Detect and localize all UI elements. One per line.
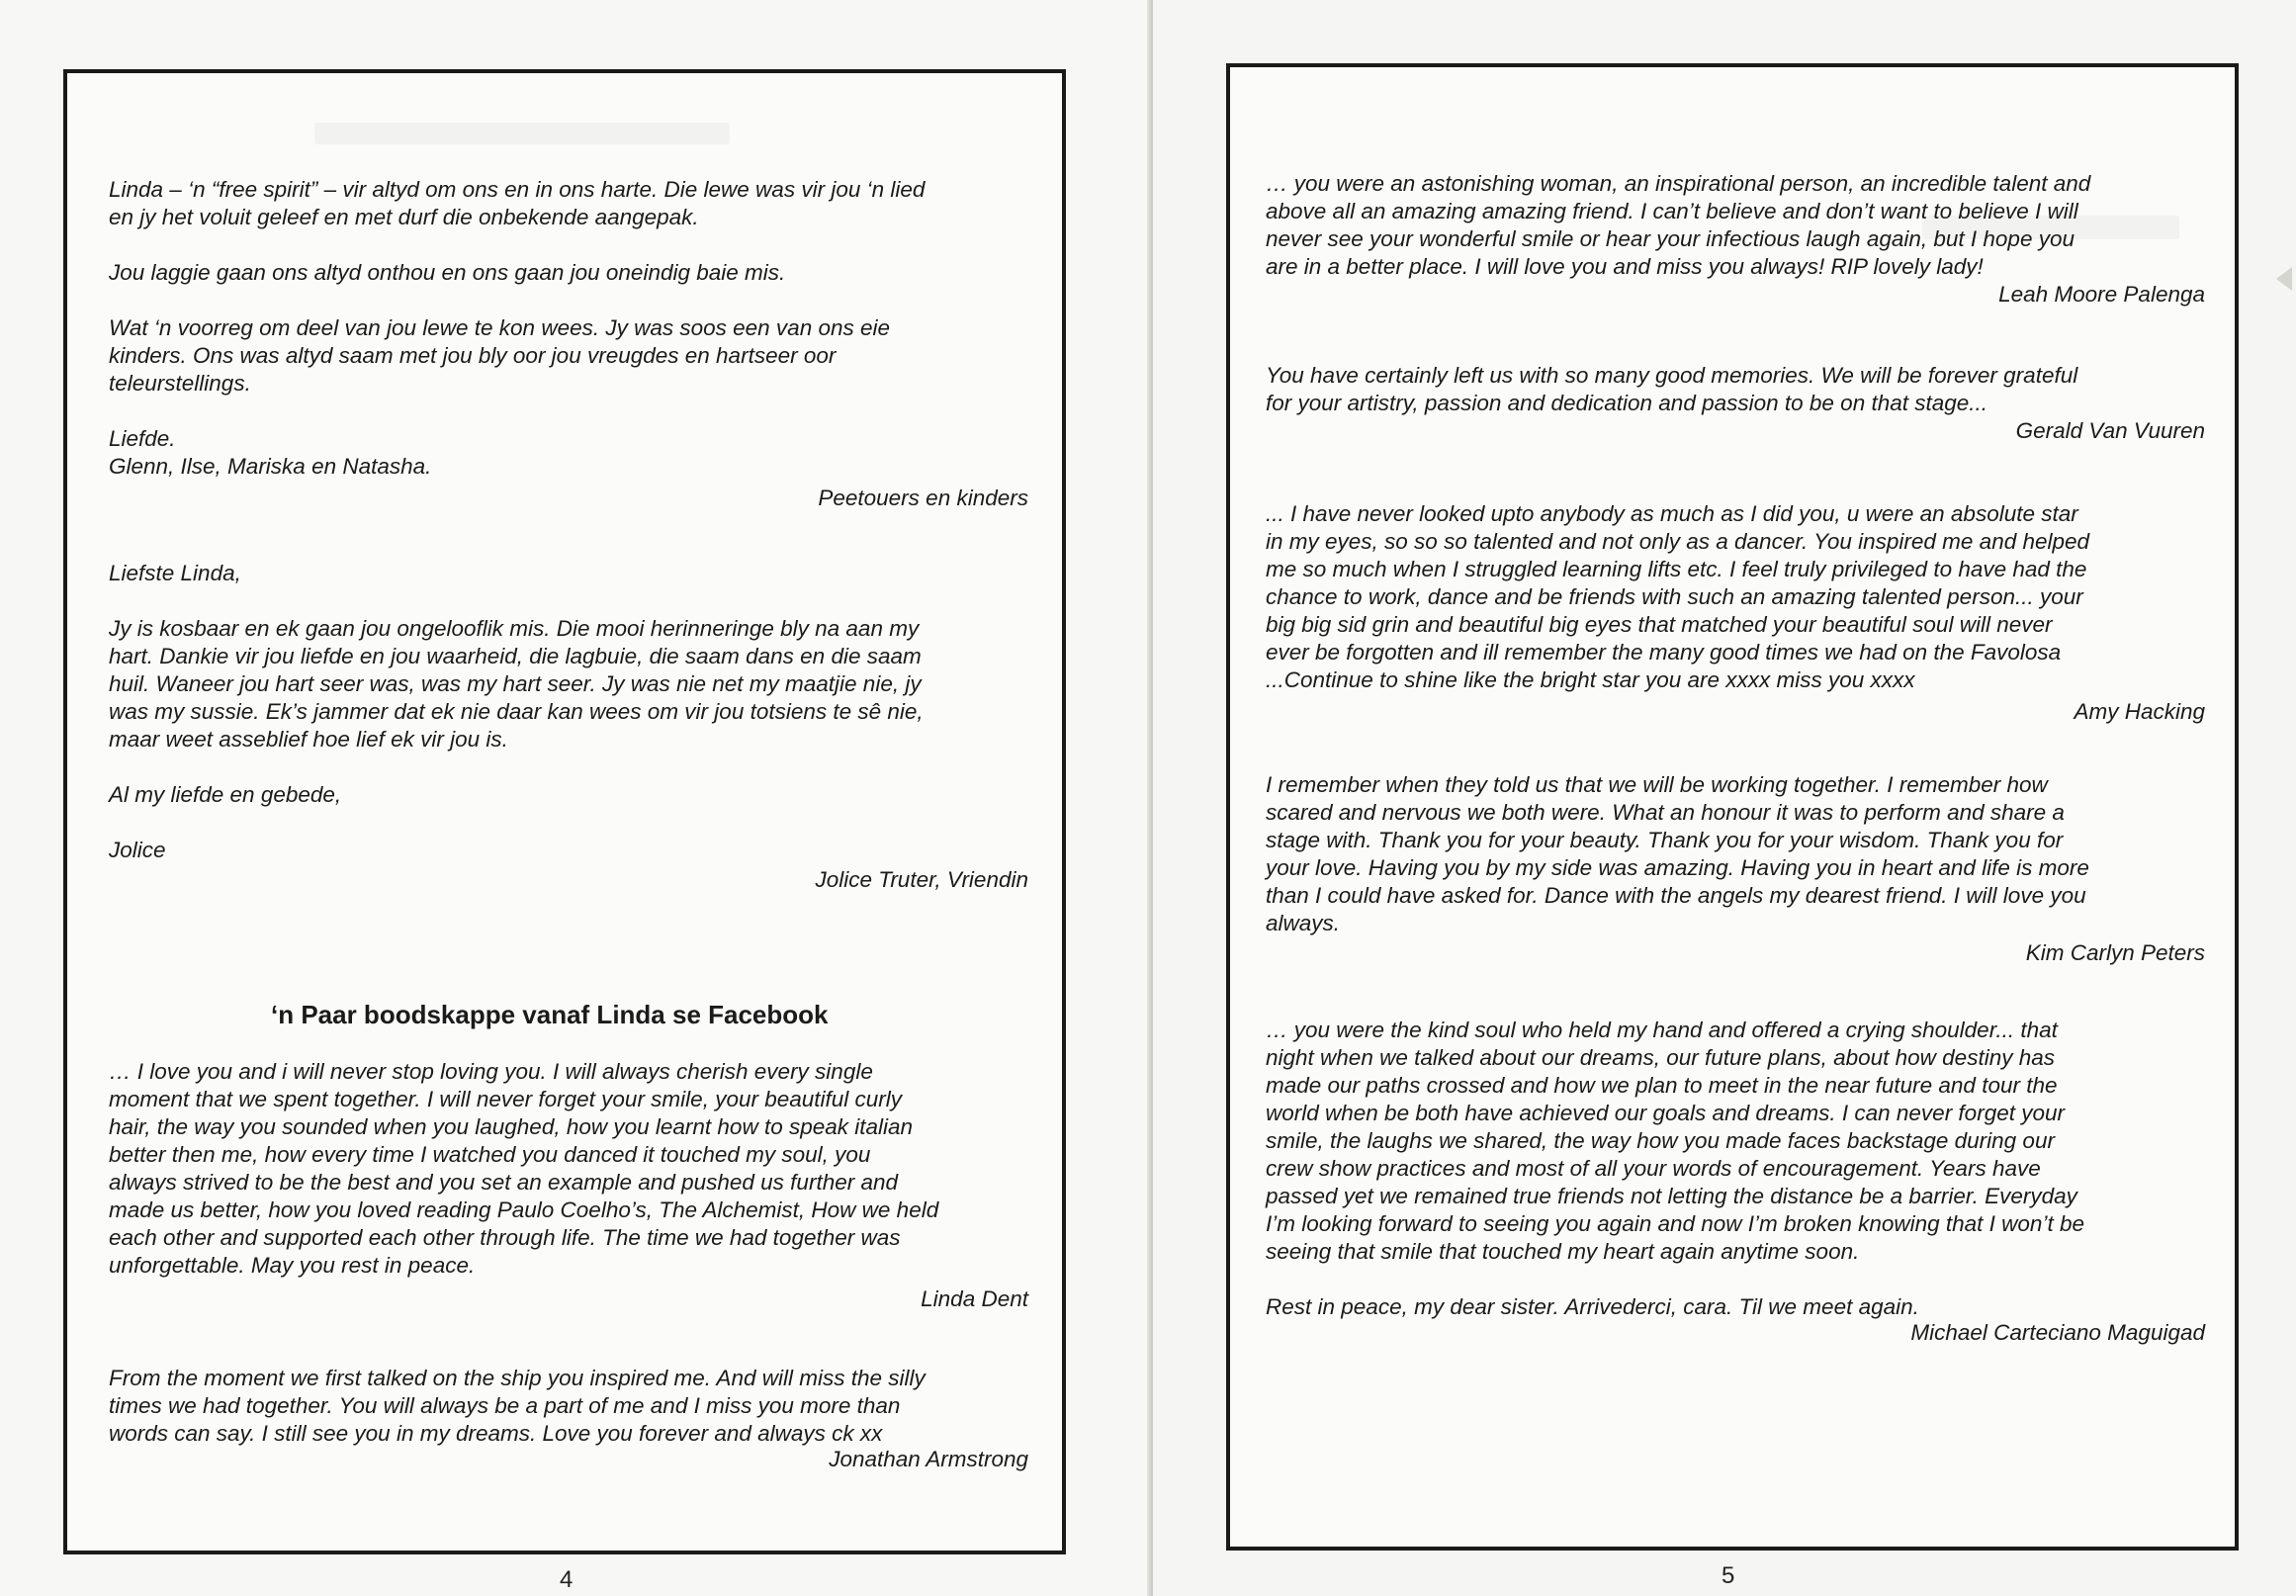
message-signature: Gerald Van Vuuren bbox=[2015, 418, 2205, 443]
left-page-frame bbox=[63, 69, 1066, 1554]
message-text: Linda – ‘n “free spirit” – vir altyd om ons en in ons harte. Die lewe was vir jou ‘n lied en jy het voluit geleef en met durf die onbekende aangepak. Jou laggie gaan ons altyd onthou en ons gaan jou oneindig baie mis. Wat ‘n voorreg om deel van jou lewe te kon wees. Jy was soos een van ons eie kinders. Ons was altyd saam met jou bly oor jou vreugdes en hartseer oor teleurstellings. Liefde. Glenn, Ilse, Mariska en Natasha. bbox=[109, 177, 926, 479]
message-text: … you were an astonishing woman, an inspirational person, an incredible talent and above all an amazing amazing friend. I can’t believe and don’t want to believe I will never see your wonderful smile or hear your infectious laugh again, but I hope you are in a better place. I will love you and miss you always! RIP lovely lady! bbox=[1266, 171, 2091, 279]
message-signature: Jolice Truter, Vriendin bbox=[815, 867, 1028, 892]
page-number: 5 bbox=[1722, 1562, 1735, 1589]
message-kim-carlyn-peters bbox=[1266, 771, 2205, 967]
message-signature: Michael Carteciano Maguigad bbox=[1910, 1320, 2205, 1345]
message-text: From the moment we first talked on the ship you inspired me. And will miss the silly times we had together. You will always be a part of me and I miss you more than words can say. I still see you in my dreams. Love you forever and always ck xx bbox=[109, 1366, 926, 1446]
show-through-mark bbox=[314, 123, 730, 144]
message-michael-carteciano-maguigad bbox=[1266, 1017, 2205, 1347]
message-signature: Amy Hacking bbox=[2074, 699, 2205, 724]
right-page-frame bbox=[1226, 63, 2239, 1551]
message-leah-moore-palenga bbox=[1266, 170, 2205, 309]
message-signature: Jonathan Armstrong bbox=[829, 1447, 1028, 1471]
message-text: … I love you and i will never stop loving you. I will always cherish every single moment that we spent together. I will never forget your smile, your beautiful curly hair, the way you sounded when you laughed, how you learnt how to speak italian better then me, how every time I watched you danced it touched my soul, you always strived to be the best and you set an example and pushed us further and made us better, how you loved reading Paulo Coelho’s, The Alchemist, How we held each other and supported each other through life. The time we had together was unforgettable. May you rest in peace. bbox=[109, 1059, 939, 1278]
message-jolice bbox=[109, 560, 1028, 894]
message-signature: Kim Carlyn Peters bbox=[2025, 940, 2205, 965]
message-signature: Leah Moore Palenga bbox=[1998, 282, 2205, 307]
message-signature: Peetouers en kinders bbox=[818, 486, 1028, 510]
message-amy-hacking bbox=[1266, 500, 2205, 726]
facebook-message-linda-dent bbox=[109, 1058, 1028, 1313]
message-text: … you were the kind soul who held my hand and offered a crying shoulder... that night when we talked about our dreams, our future plans, about how destiny has made our paths crossed and how we plan to meet in the near future and tour the world when be both have achieved our goals and dreams. I can never forget your smile, the laughs we shared, the way how you made faces backstage during our crew show practices and most of all your words of encouragement. Years have passed yet we remained true friends not letting the distance be a barrier. Everyday I’m looking forward to seeing you again and now I’m broken knowing that I won’t be seeing that smile that touched my heart again anytime soon. Rest in peace, my dear sister. Arrivederci, cara. Til we meet again. bbox=[1266, 1018, 2084, 1319]
message-text: You have certainly left us with so many good memories. We will be forever grateful for your artistry, passion and dedication and passion to be on that stage... bbox=[1266, 363, 2078, 415]
page-edge-mark bbox=[2276, 267, 2292, 291]
message-gerald-van-vuuren bbox=[1266, 362, 2205, 445]
message-text: I remember when they told us that we will be working together. I remember how scared and nervous we both were. What an honour it was to perform and share a stage with. Thank you for your beauty. Thank you for your wisdom. Thank you for your love. Having you by my side was amazing. Having you in heart and life is more than I could have asked for. Dance with the angels my dearest friend. I will love you always. bbox=[1266, 772, 2089, 935]
facebook-message-jonathan-armstrong bbox=[109, 1365, 1028, 1473]
message-godparents bbox=[109, 176, 1028, 512]
message-signature: Linda Dent bbox=[921, 1286, 1028, 1311]
message-text: Liefste Linda, Jy is kosbaar en ek gaan jou ongelooflik mis. Die mooi herinneringe bly na aan my hart. Dankie vir jou liefde en jou waarheid, die lagbuie, die saam dans en die saam huil. Waneer jou hart seer was, was my hart seer. Jy was nie net my maatjie nie, jy was my sussie. Ek’s jammer dat ek nie daar kan wees om vir jou totsiens te sê nie, maar weet asseblief hoe lief ek vir jou is. Al my liefde en gebede, Jolice bbox=[109, 561, 924, 862]
facebook-heading: ‘n Paar boodskappe vanaf Linda se Facebook bbox=[271, 1000, 829, 1029]
page-number: 4 bbox=[560, 1566, 574, 1593]
message-text: ... I have never looked upto anybody as much as I did you, u were an absolute star in my eyes, so so so talented and not only as a dancer. You inspired me and helped me so much when I struggled learning lifts etc. I feel truly privileged to have had the chance to work, dance and be friends with such an amazing talented person... your big big sid grin and beautiful big eyes that matched your beautiful soul will never ever be forgotten and ill remember the many good times we had on the Favolosa ...Continue to shine like the bright star you are xxxx miss you xxxx bbox=[1266, 501, 2090, 692]
